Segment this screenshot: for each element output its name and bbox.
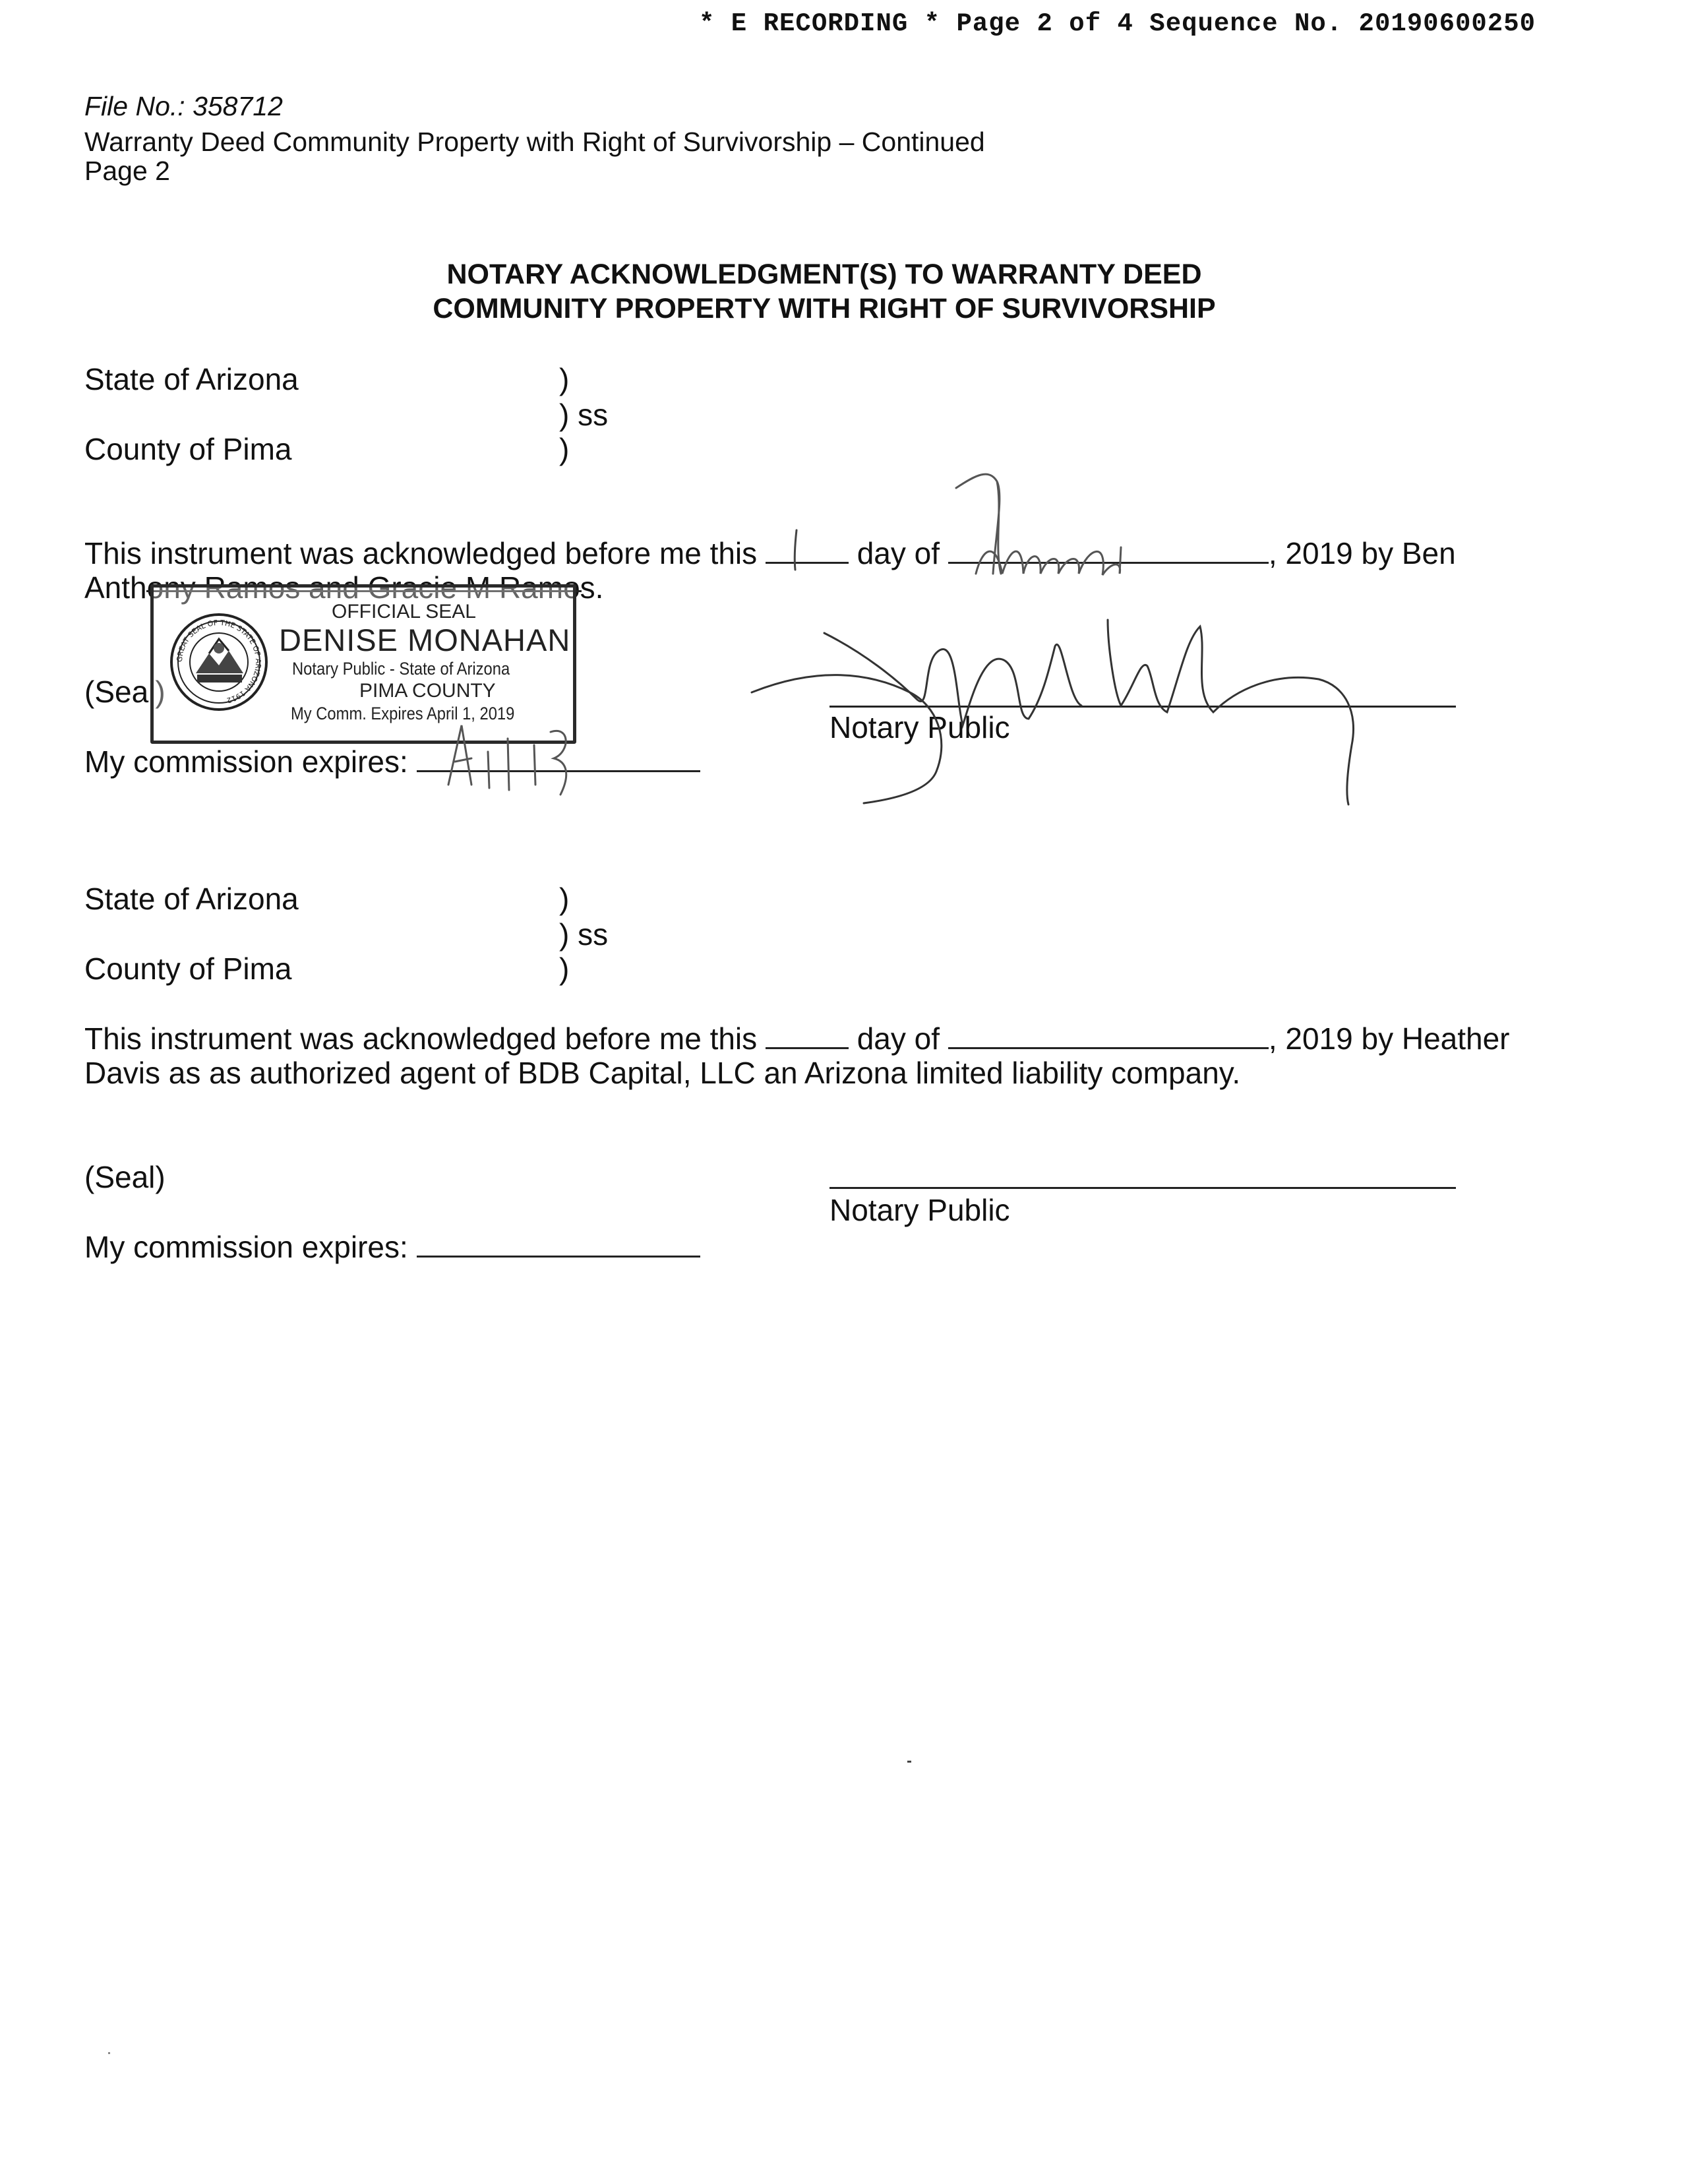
ack1-line2: Anthony Ramos and Gracie M Ramos.	[84, 570, 604, 605]
page-label: Page 2	[84, 156, 170, 186]
handwritten-day	[785, 528, 811, 574]
ack2-county: County of Pima	[84, 952, 292, 986]
arizona-state-seal-icon	[169, 613, 268, 712]
ack2-notary-signature-line	[829, 1187, 1456, 1189]
seal-emblem-text: GREAT SEAL OF THE STATE OF ARIZONA 1912	[175, 618, 263, 705]
ack1-state: State of Arizona	[84, 362, 299, 396]
ack1-commission-label: My commission expires:	[84, 744, 408, 779]
file-no-label: File No.:	[84, 91, 185, 121]
stamp-notary-state: Notary Public - State of Arizona	[292, 659, 510, 679]
ack1-commission	[84, 744, 700, 779]
stamp-official-seal: OFFICIAL SEAL	[332, 601, 476, 622]
file-no-value: 358712	[193, 91, 283, 121]
stamp-notary-name: DENISE MONAHAN	[279, 622, 571, 657]
ack1-ss: ) ss	[559, 398, 609, 432]
stamp-expiration: My Comm. Expires April 1, 2019	[291, 704, 515, 723]
ack2-year-by: , 2019 by Heather	[1268, 1021, 1510, 1056]
ack1-sentence	[84, 535, 1456, 571]
ack1-notary-label: Notary Public	[829, 710, 1010, 744]
ack2-day-of: day of	[857, 1021, 940, 1056]
ack2-month-blank	[948, 1021, 1269, 1049]
ack2-paren-3: )	[559, 952, 570, 986]
document-title: Warranty Deed Community Property with Right of Survivorship – Continued	[84, 127, 985, 157]
ack1-sentence-part1: This instrument was acknowledged before me this	[84, 536, 758, 570]
ack1-paren-1: )	[559, 362, 570, 396]
ack2-notary-label: Notary Public	[829, 1193, 1010, 1227]
ack1-day-of: day of	[857, 536, 940, 570]
ack2-commission	[84, 1229, 700, 1265]
handwritten-month	[950, 448, 1167, 580]
ack1-seal-label: (Seal)	[84, 675, 166, 709]
ack1-county: County of Pima	[84, 432, 292, 466]
ack2-paren-1: )	[559, 882, 570, 916]
ack1-paren-3: )	[559, 432, 570, 466]
scan-speck	[108, 2052, 110, 2054]
scan-speck	[907, 1761, 911, 1763]
file-number	[84, 91, 283, 122]
recording-header: * E RECORDING * Page 2 of 4 Sequence No. 20190600250	[699, 9, 1536, 38]
ack2-ss: ) ss	[559, 917, 609, 952]
stamp-county: PIMA COUNTY	[359, 680, 496, 702]
ack2-day-blank	[766, 1021, 849, 1049]
ack2-commission-label: My commission expires:	[84, 1230, 408, 1264]
notary-signature	[738, 593, 1385, 811]
ack2-seal-label: (Seal)	[84, 1160, 166, 1194]
ack2-commission-blank	[417, 1229, 700, 1258]
ack2-sentence	[84, 1021, 1510, 1056]
notary-title-line1: NOTARY ACKNOWLEDGMENT(S) TO WARRANTY DEED	[446, 258, 1202, 290]
ack2-state: State of Arizona	[84, 882, 299, 916]
ack2-line2: Davis as as authorized agent of BDB Capital, LLC an Arizona limited liability company.	[84, 1056, 1241, 1090]
ack2-sentence-part1: This instrument was acknowledged before me this	[84, 1021, 758, 1056]
svg-text:GREAT SEAL OF THE STATE OF ARI	[175, 619, 262, 705]
ack1-year-by: , 2019 by Ben	[1268, 536, 1456, 570]
notary-title-line2: COMMUNITY PROPERTY WITH RIGHT OF SURVIVORSHIP	[433, 293, 1216, 324]
handwritten-expiration-date	[435, 712, 600, 798]
